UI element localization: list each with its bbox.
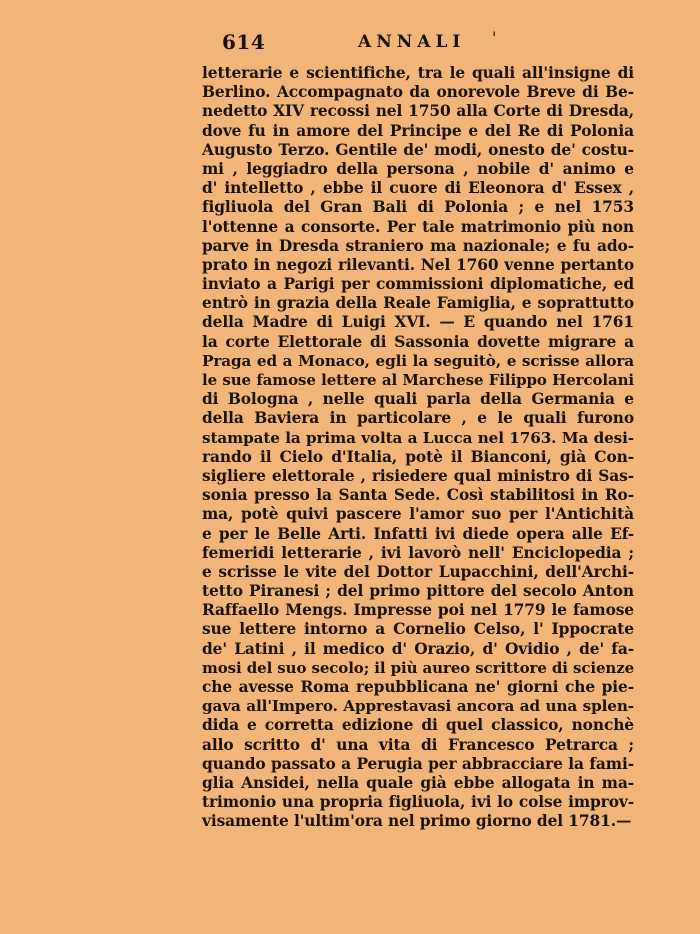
text-line: dida e corretta edizione di quel classico, nonchè — [202, 716, 634, 735]
text-line: inviato a Parigi per commissioni diplomatiche, ed — [202, 275, 634, 294]
text-line: femeridi letterarie , ivi lavorò nell' Enciclopedia ; — [202, 543, 634, 562]
text-line: della Madre di Luigi XVI. — E quando nel 1761 — [202, 313, 634, 332]
text-line: dove fu in amore del Principe e del Re di Polonia — [202, 121, 634, 140]
text-line: la corte Elettorale di Sassonia dovette migrare a — [202, 332, 634, 351]
text-line: sue lettere intorno a Cornelio Celso, l' Ippocrate — [202, 620, 634, 639]
text-line: ma, potè quivi pascere l'amor suo per l'Antichità — [202, 505, 634, 524]
text-line: mi , leggiadro della persona , nobile d' animo e — [202, 159, 634, 178]
text-line: figliuola del Gran Bali di Polonia ; e nel 1753 — [202, 198, 634, 217]
text-line: prato in negozi rilevanti. Nel 1760 venne pertanto — [202, 255, 634, 274]
page-number: 614 — [222, 30, 266, 54]
text-line: quando passato a Perugia per abbracciare la fami- — [202, 754, 634, 773]
text-line: Praga ed a Monaco, egli la seguitò, e scrisse allora — [202, 351, 634, 370]
text-line: Berlino. Accompagnato da onorevole Breve di Be- — [202, 83, 634, 102]
text-line: d' intelletto , ebbe il cuore di Eleonora d' Essex , — [202, 179, 634, 198]
text-line: visamente l'ultim'ora nel primo giorno del 1781.— — [202, 812, 632, 831]
header-mark: ' — [492, 28, 497, 47]
text-line: mosi del suo secolo; il più aureo scrittore di scienze — [202, 658, 635, 677]
text-line: che avesse Roma repubblicana ne' giorni che pie- — [202, 678, 634, 696]
text-line: sigliere elettorale , risiedere qual ministro di Sas- — [202, 466, 634, 485]
text-line: allo scritto d' una vita di Francesco Petrarca ; — [202, 735, 634, 754]
text-line: tetto Piranesi ; del primo pittore del secolo Anton — [202, 582, 634, 601]
text-line: Augusto Terzo. Gentile de' modi, onesto de' costu- — [202, 140, 634, 159]
text-line: Raffaello Mengs. Impresse poi nel 1779 le famose — [202, 601, 634, 620]
text-line: nedetto XIV recossi nel 1750 alla Corte di Dresda, — [202, 102, 634, 121]
text-line: entrò in grazia della Reale Famiglia, e soprattutto — [202, 294, 634, 313]
text-line: della Baviera in particolare , e le quali furono — [202, 409, 634, 428]
text-line: de' Latini , il medico d' Orazio, d' Ovidio , de' fa- — [202, 639, 634, 658]
text-line: e scrisse le vite del Dottor Lupacchini, dell'Archi- — [202, 562, 634, 581]
text-line: sonia presso la Santa Sede. Così stabilitosi in Ro- — [202, 486, 634, 505]
text-line: di Bologna , nelle quali parla della Germania e — [202, 390, 634, 409]
text-line: trimonio una propria figliuola, ivi lo colse improv- — [202, 793, 634, 812]
text-line: parve in Dresda straniero ma nazionale; e fu ado- — [202, 236, 634, 255]
text-line: letterarie e scientifiche, tra le quali all'insigne di — [202, 64, 634, 82]
page-header — [222, 30, 642, 60]
running-head: ANNALI — [358, 32, 466, 52]
text-line: l'ottenne a consorte. Per tale matrimonio più non — [202, 217, 634, 236]
text-line: glia Ansidei, nella quale già ebbe allogata in ma- — [202, 773, 634, 792]
text-line: le sue famose lettere al Marchese Filippo Hercolani — [202, 371, 634, 389]
body-text — [202, 64, 634, 832]
text-line: e per le Belle Arti. Infatti ivi diede opera alle Ef- — [202, 524, 634, 543]
text-line: stampate la prima volta a Lucca nel 1763. Ma desi- — [202, 428, 634, 447]
text-line: gava all'Impero. Apprestavasi ancora ad una splen- — [202, 697, 634, 716]
text-line: rando il Cielo d'Italia, potè il Bianconi, già Con- — [202, 447, 634, 466]
